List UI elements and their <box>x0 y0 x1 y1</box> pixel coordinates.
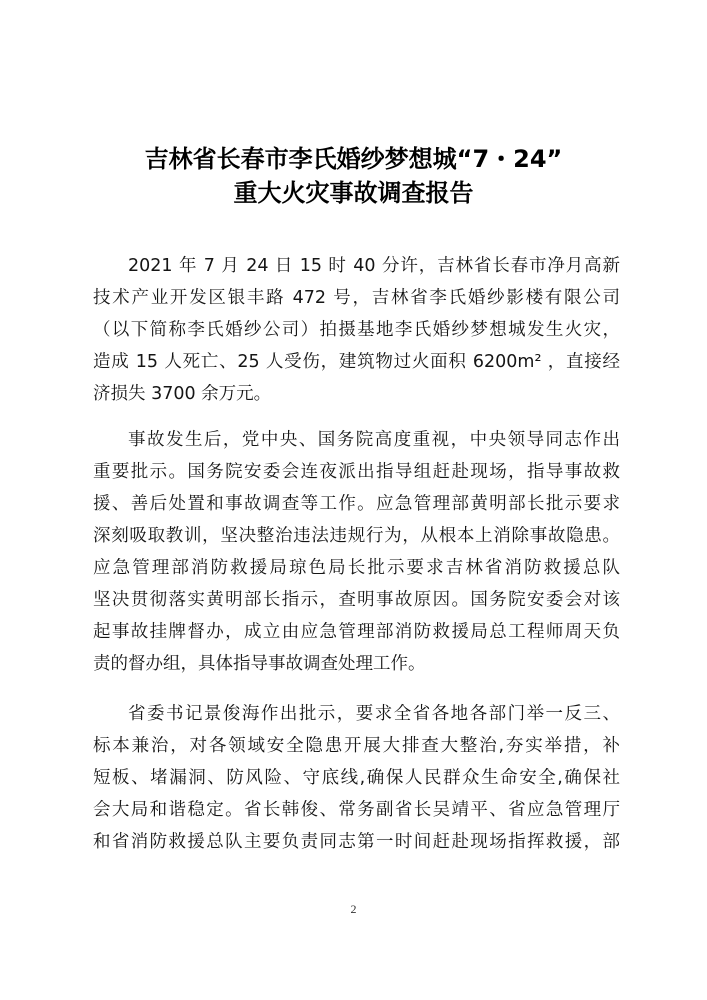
paragraph-2-line-7: 起事故挂牌督办，成立由应急管理部消防救援局总工程师周天负 <box>93 622 620 642</box>
paragraph-3-line-5: 和省消防救援总队主要负责同志第一时间赶赴现场指挥救援，部 <box>93 832 620 852</box>
paragraph-1-line-2: 技术产业开发区银丰路 472 号，吉林省李氏婚纱影楼有限公司 <box>93 288 620 308</box>
paragraph-1-line-4: 造成 15 人死亡、25 人受伤，建筑物过火面积 6200m² ，直接经 <box>93 352 620 372</box>
paragraph-2-line-5: 应急管理部消防救援局琼色局长批示要求吉林省消防救援总队 <box>93 558 620 578</box>
paragraph-2-line-8: 责的督办组，具体指导事故调查处理工作。 <box>93 654 426 674</box>
report-title-line-1: 吉林省长春市李氏婚纱梦想城“7・24” <box>144 145 563 173</box>
paragraph-1-line-1: 2021 年 7 月 24 日 15 时 40 分许，吉林省长春市净月高新 <box>128 256 620 276</box>
report-title-line-2: 重大火灾事故调查报告 <box>233 179 474 207</box>
paragraph-2-line-2: 重要批示。国务院安委会连夜派出指导组赶赴现场，指导事故救 <box>93 462 620 482</box>
paragraph-3-line-4: 会大局和谐稳定。省长韩俊、常务副省长吴靖平、省应急管理厅 <box>93 800 620 820</box>
paragraph-2-line-4: 深刻吸取教训，坚决整治违法违规行为，从根本上消除事故隐患。 <box>93 526 620 546</box>
paragraph-3-line-2: 标本兼治，对各领域安全隐患开展大排查大整治,夯实举措，补 <box>93 736 620 756</box>
paragraph-1-line-3: （以下简称李氏婚纱公司）拍摄基地李氏婚纱梦想城发生火灾， <box>93 320 620 340</box>
paragraph-2-line-6: 坚决贯彻落实黄明部长指示，查明事故原因。国务院安委会对该 <box>93 590 620 610</box>
paragraph-1-line-5: 济损失 3700 余万元。 <box>93 384 272 404</box>
paragraph-3-line-3: 短板、堵漏洞、防风险、守底线,确保人民群众生命安全,确保社 <box>93 768 620 788</box>
page-number: 2 <box>350 902 357 916</box>
paragraph-3-line-1: 省委书记景俊海作出批示，要求全省各地各部门举一反三、 <box>128 704 620 724</box>
paragraph-2-line-3: 援、善后处置和事故调查等工作。应急管理部黄明部长批示要求 <box>93 494 620 514</box>
paragraph-2-line-1: 事故发生后，党中央、国务院高度重视，中央领导同志作出 <box>128 430 620 450</box>
